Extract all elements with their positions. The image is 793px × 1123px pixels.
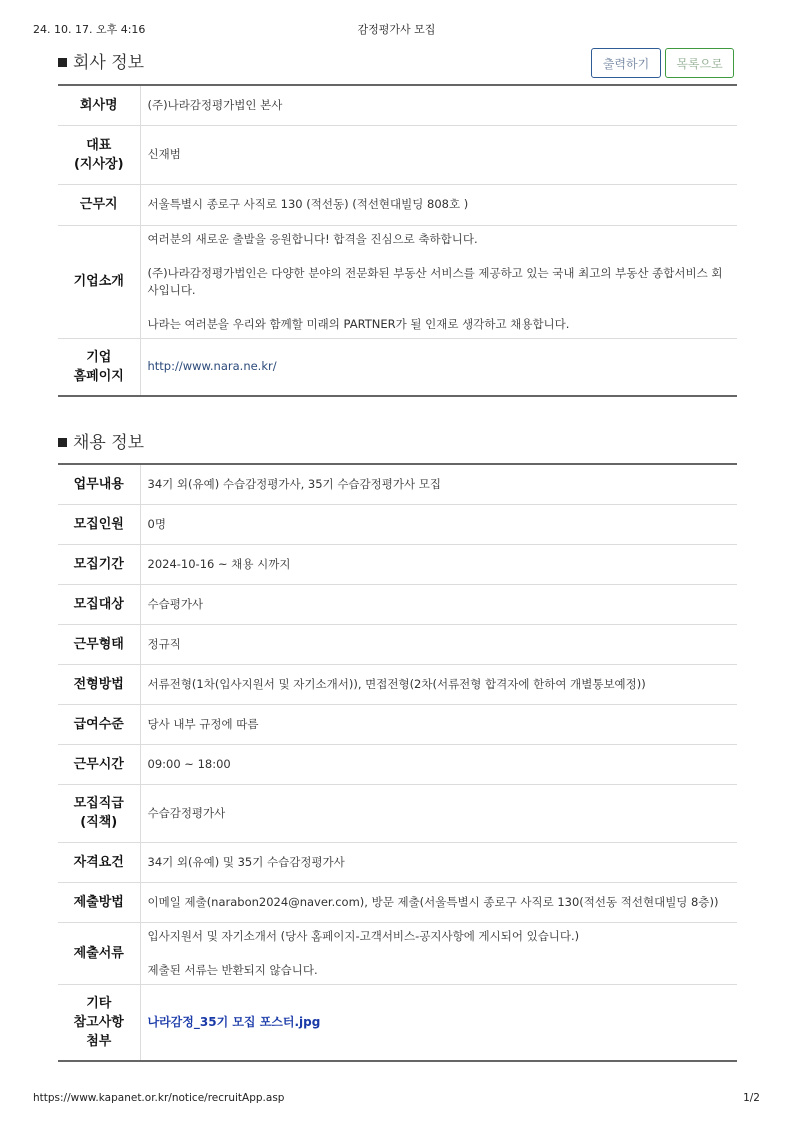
employment-type-value: 정규직: [147, 636, 181, 651]
table-row: [58, 225, 737, 338]
row-label: 모집인원: [58, 504, 140, 544]
documents-paragraph: 제출된 서류는 반환되지 않습니다.: [147, 962, 318, 977]
row-label: [58, 984, 140, 1061]
company-intro-value: [140, 225, 737, 338]
submission-method-value: 이메일 제출(narabon2024@naver.com), 방문 제출(서울특별시 종로구 사직로 130(적선동 적선현대빌딩 8층)): [147, 894, 719, 909]
selection-process-value: 서류전형(1차(입사지원서 및 자기소개서)), 면접전형(2차(서류전형 합격자에 한하여 개별통보예정)): [147, 676, 646, 691]
table-row: [58, 504, 737, 544]
homepage-cell: [140, 338, 737, 396]
table-row: [58, 584, 737, 624]
row-label: 근무시간: [58, 744, 140, 784]
attachment-link[interactable]: 나라감정_35기 모집 포스터.jpg: [147, 1014, 321, 1029]
position-value: 수습감정평가사: [147, 805, 226, 820]
table-row: [58, 704, 737, 744]
row-label-line: 홈페이지: [73, 368, 124, 384]
back-to-list-button[interactable]: 목록으로: [665, 48, 734, 78]
company-name-value: (주)나라감정평가법인 본사: [147, 97, 283, 112]
row-label: 제출방법: [58, 882, 140, 922]
print-header: [33, 21, 760, 35]
print-datetime: 24. 10. 17. 오후 4:16: [33, 23, 146, 36]
row-label-line: 첨부: [86, 1033, 112, 1049]
row-label: 모집대상: [58, 584, 140, 624]
table-row: [58, 544, 737, 584]
workplace-value: 서울특별시 종로구 사직로 130 (적선동) (적선현대빌딩 808호 ): [147, 197, 469, 211]
intro-paragraph: 여러분의 새로운 출발을 응원합니다! 합격을 진심으로 축하합니다.: [147, 231, 478, 246]
print-url: https://www.kapanet.or.kr/notice/recruitApp.asp: [33, 1092, 285, 1104]
square-bullet-icon: [58, 438, 67, 447]
job-description-value: 34기 외(유예) 수습감정평가사, 35기 수습감정평가사 모집: [147, 476, 441, 491]
documents-paragraph: 입사지원서 및 자기소개서 (당사 홈페이지-고객서비스-공지사항에 게시되어 있습니다.): [147, 928, 580, 943]
table-row: [58, 842, 737, 882]
row-label: 자격요건: [58, 842, 140, 882]
print-footer: [33, 1092, 760, 1106]
table-row: [58, 744, 737, 784]
row-label: 근무지: [58, 184, 140, 225]
target-value: 수습평가사: [147, 596, 204, 611]
row-label: 회사명: [58, 85, 140, 125]
print-page-title: 감정평가사 모집: [357, 23, 436, 36]
table-row: [58, 85, 737, 125]
row-label-line: (지사장): [73, 156, 124, 172]
row-label: 모집기간: [58, 544, 140, 584]
row-label: 전형방법: [58, 664, 140, 704]
work-hours-value: 09:00 ~ 18:00: [147, 756, 231, 771]
row-label-line: 모집직급: [73, 796, 124, 811]
homepage-link[interactable]: http://www.nara.ne.kr/: [147, 359, 277, 374]
table-row: [58, 882, 737, 922]
attachment-cell: [140, 984, 737, 1061]
recruit-section-title: [58, 428, 144, 453]
row-label: [58, 125, 140, 184]
table-row: [58, 624, 737, 664]
row-label-line: 기업: [86, 349, 112, 365]
company-section-title-text: 회사 정보: [73, 53, 145, 73]
table-row: [58, 664, 737, 704]
intro-paragraph: 나라는 여러분을 우리와 함께할 미래의 PARTNER가 될 인재로 생각하고 채용합니다.: [147, 316, 570, 331]
table-row: [58, 984, 737, 1061]
row-label: 급여수준: [58, 704, 140, 744]
qualification-value: 34기 외(유예) 및 35기 수습감정평가사: [147, 854, 345, 869]
row-label-line: (직책): [80, 815, 118, 830]
documents-value: [140, 922, 737, 984]
row-label: 업무내용: [58, 464, 140, 504]
square-bullet-icon: [58, 58, 67, 67]
company-section-title: [58, 48, 144, 73]
salary-value: 당사 내부 규정에 따름: [147, 716, 259, 731]
page-number: 1/2: [743, 1092, 760, 1104]
table-row: [58, 338, 737, 396]
recruit-info-table: [58, 463, 737, 1062]
table-row: [58, 464, 737, 504]
recruit-section-title-text: 채용 정보: [73, 433, 145, 453]
print-button[interactable]: 출력하기: [591, 48, 661, 78]
row-label-line: 대표: [86, 137, 112, 153]
row-label: 기업소개: [58, 225, 140, 338]
row-label: 제출서류: [58, 922, 140, 984]
ceo-value: 신재범: [147, 147, 181, 161]
row-label: 근무형태: [58, 624, 140, 664]
headcount-value: 0명: [147, 516, 166, 531]
company-info-table: [58, 84, 737, 397]
table-row: [58, 125, 737, 184]
table-row: [58, 184, 737, 225]
row-label-line: 기타: [86, 995, 112, 1011]
row-label-line: 참고사항: [73, 1014, 124, 1030]
table-row: [58, 784, 737, 842]
row-label: [58, 338, 140, 396]
row-label: [58, 784, 140, 842]
intro-paragraph: (주)나라감정평가법인은 다양한 분야의 전문화된 부동산 서비스를 제공하고 있는 국내 최고의 부동산 종합서비스 회사입니다.: [147, 265, 723, 297]
table-row: [58, 922, 737, 984]
recruit-period-value: 2024-10-16 ~ 채용 시까지: [147, 556, 291, 571]
